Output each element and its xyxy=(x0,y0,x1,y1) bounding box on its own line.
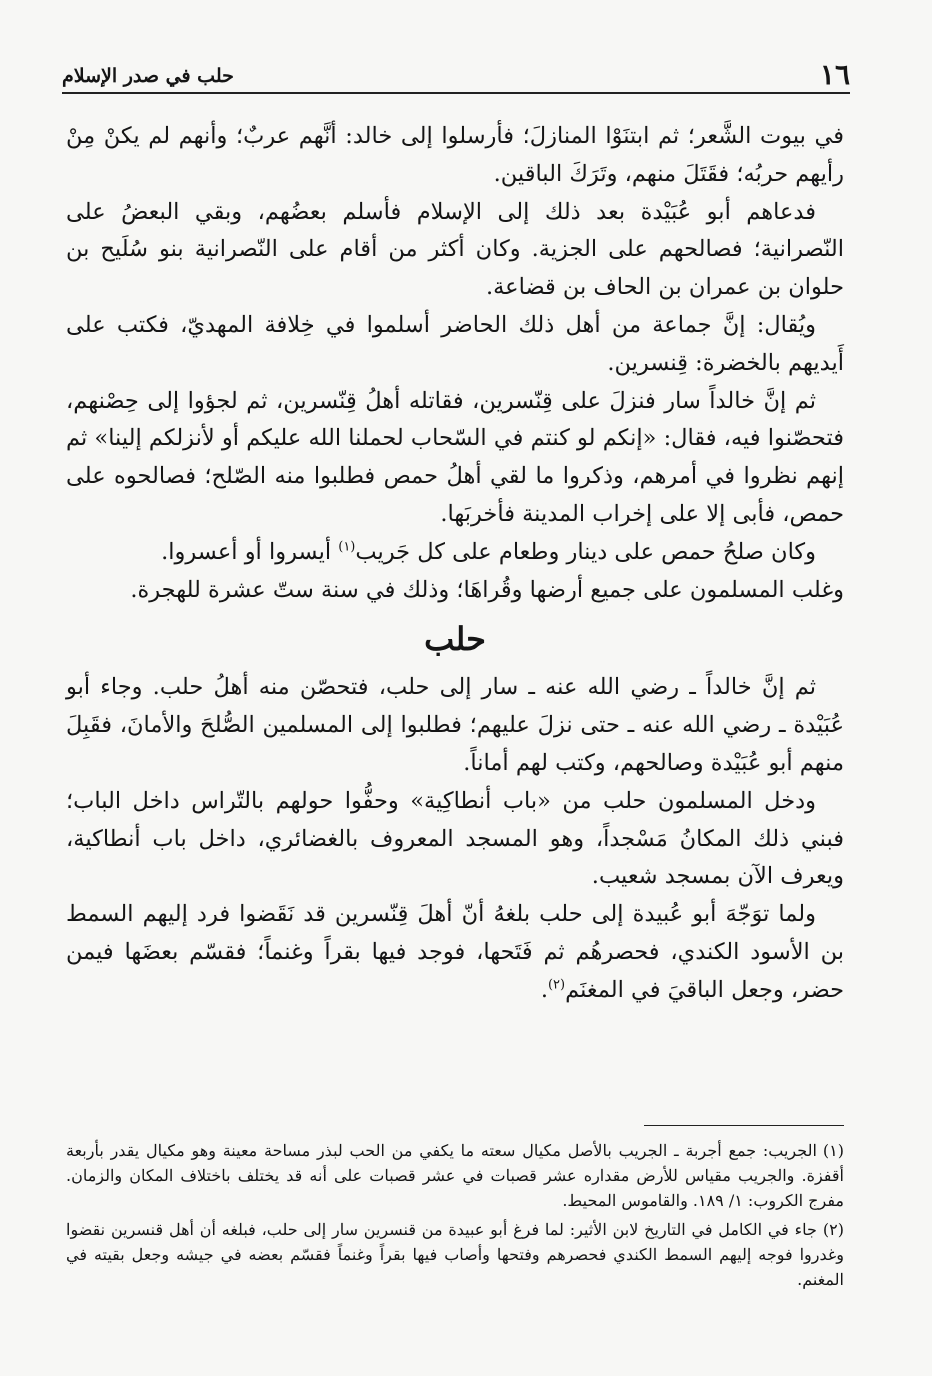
running-header xyxy=(62,58,850,94)
paragraph-last xyxy=(66,896,844,1009)
main-text xyxy=(66,118,844,1010)
paragraph: ثم إنَّ خالداً ـ رضي الله عنه ـ سار إلى حلب، فتحصّن منه أهلُ حلب. وجاء أبو عُبَيْدة ـ رضي الله عنه ـ حتى نزلَ عليهم؛ فطلبوا إلى المسلمين الصُّلحَ والأمانَ، فقَبِلَ منهم أبو عُبَيْدة وصالحهم، وكتب لهم أماناً. xyxy=(66,674,844,776)
paragraph-text: وكان صلحُ حمص على دينار وطعام على كل جَريب xyxy=(355,538,816,565)
footnote-2 xyxy=(66,1217,844,1292)
footnote-divider xyxy=(644,1125,844,1126)
page-number: ١٦ xyxy=(819,58,850,91)
footnote-ref-1[interactable]: (١) xyxy=(338,539,356,555)
footnotes xyxy=(66,1138,844,1296)
footnote-1 xyxy=(66,1138,844,1213)
footnote-text: الجريب: جمع أجربة ـ الجريب بالأصل مكيال سعته ما يكفي من الحب لبذر مساحة معينة وهو مكيال يقدر بأربعة أقفزة. والجريب مقياس للأرض مقداره عشر قصبات في عشر قصبات على أنه قد يختلف باختلاف المكان والزمان. مفرج الكروب: ١/ ١٨٩. والقاموس المحيط. xyxy=(66,1141,844,1210)
footnote-number: (١) xyxy=(822,1141,844,1160)
footnote-number: (٢) xyxy=(822,1220,844,1239)
paragraph: ويُقال: إنَّ جماعة من أهل ذلك الحاضر أسلموا في خِلافة المهديّ، فكتب على أَيديهم بالخضرة: قِنسرين. xyxy=(66,311,844,376)
paragraph-jarib xyxy=(66,534,844,572)
paragraph: ودخل المسلمون حلب من «باب أنطاكِية» وحفُّوا حولهم بالتّراس داخل الباب؛ فبني ذلك المكانُ مَسْجداً، وهو المسجد المعروف بالغضائري، داخل باب أنطاكية، ويعرف الآن بمسجد شعيب. xyxy=(66,787,844,890)
paragraph-text: . xyxy=(540,976,548,1003)
paragraph: وغلب المسلمون على جميع أرضها وقُراهَا؛ وذلك في سنة ستّ عشرة للهجرة. xyxy=(130,576,844,603)
footnote-ref-2[interactable]: (٢) xyxy=(547,977,566,993)
paragraph: في بيوت الشَّعر؛ ثم ابتنَوْا المنازلَ؛ فأرسلوا إلى خالد: أنَّهم عربٌ؛ وأنهم لم يكنْ مِنْ رأيهم حربُه؛ فقَتَلَ منهم، وتَرَكَ الباقين. xyxy=(66,123,844,187)
footnote-text: جاء في الكامل في التاريخ لابن الأثير: لما فرغ أبو عبيدة من قنسرين سار إلى حلب، فبلغه أن أهل قنسرين نقضوا وغدروا فوجه إليهم السمط الكندي فحصرهم وفتحها وأصاب فيها بقراً وغنماً فقسّم بعضه في جيشه وجعل بقيته في المغنم. xyxy=(66,1220,844,1289)
paragraph-text: ولما توَجّهَ أبو عُبيدة إلى حلب بلغهُ أنّ أهلَ قِنّسرين قد نَقَضوا فرد إليهم السمط بن الأسود الكندي، فحصرهُم ثم فَتَحها، فوجد فيها بقراً وغنماً؛ فقسّم بعضَها فيمن حضر، وجعل الباقيَ في المغنَم xyxy=(66,901,844,1003)
section-heading: حلب xyxy=(424,620,486,659)
paragraph-text: أيسروا أو أعسروا. xyxy=(161,538,339,565)
paragraph: فدعاهم أبو عُبَيْدة بعد ذلك إلى الإسلام فأسلم بعضُهم، وبقي البعضُ على النّصرانية؛ فصالحهم على الجزية. وكان أكثر من أقام على النّصرانية بنو سُلَيح بن حلوان بن عمران بن الحاف بن قضاعة. xyxy=(66,198,844,301)
book-title: حلب في صدر الإسلام xyxy=(62,65,234,87)
paragraph: ثم إنَّ خالداً سار فنزلَ على قِنّسرين، فقاتله أهلُ قِنّسرين، ثم لجؤوا إلى حِصْنهم، فتحصّنوا فيه، فقال: «إنكم لو كنتم في السّحاب لحملنا الله عليكم أو لأنزلكم إلينا» ثم إنهم نظروا في أمرهم، وذكروا ما لقي أهلُ حمص فطلبوا منه الصّلح؛ فصالحوه على حمص، فأبى إلا على إخراب المدينة فأخربَها. xyxy=(66,387,844,527)
